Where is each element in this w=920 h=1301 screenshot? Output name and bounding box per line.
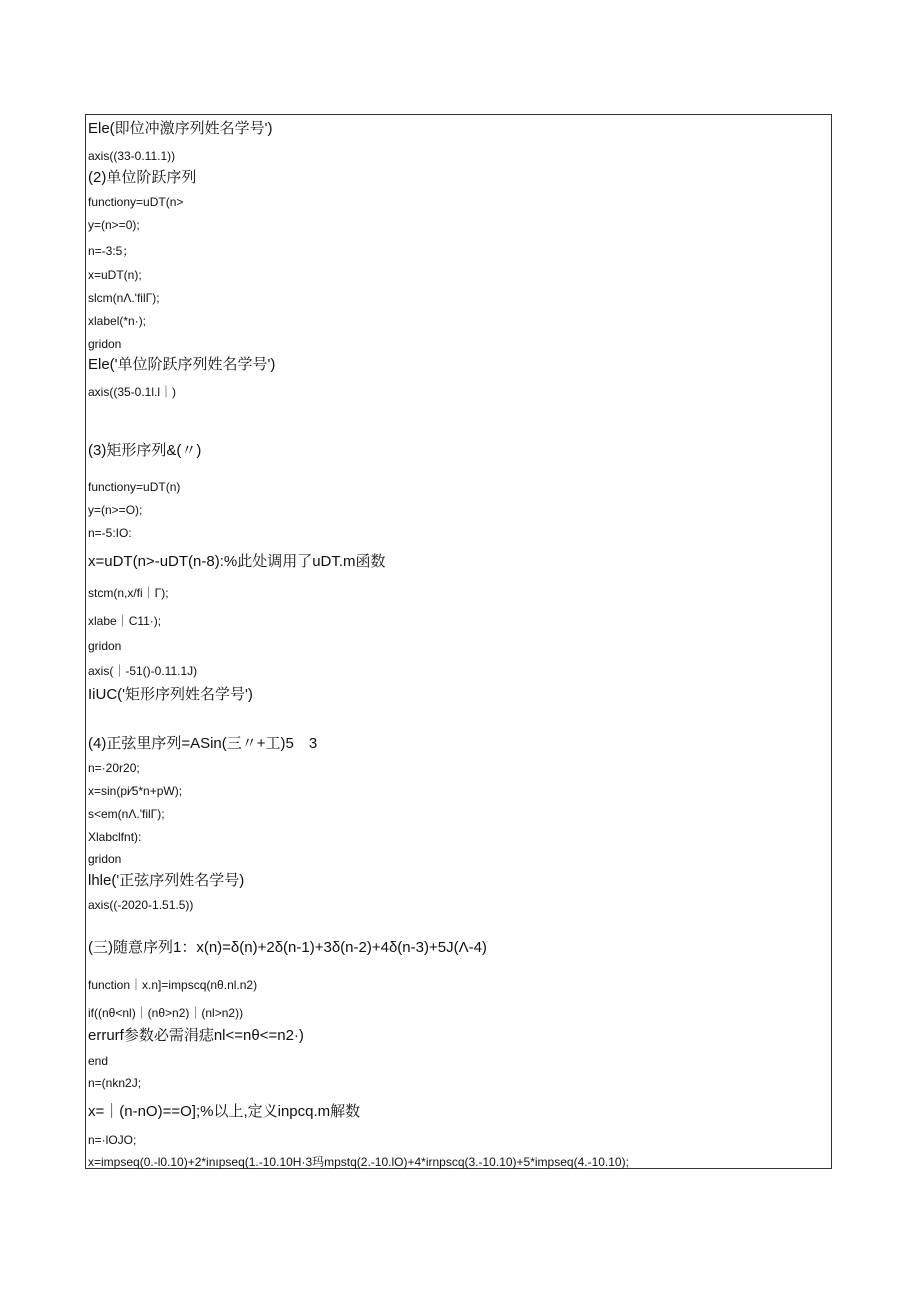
code-line: if((nθ<nl)｜(nθ>n2)｜(nl>n2)) [88,1006,244,1020]
code-line: gridon [88,337,122,351]
code-line: x=uDT(n); [88,268,142,282]
code-line: n=-3:5； [88,244,135,258]
section-heading: (2)单位阶跃序列 [88,169,197,186]
code-line: n=·20r20; [88,761,140,775]
code-line: Xlabclfnt): [88,830,142,844]
code-line: axis((33-0.11.1)) [88,149,176,163]
code-line: functiony=uDT(n) [88,480,181,494]
code-line: xlabe｜C11·); [88,614,162,628]
code-line: stcm(n,x/fi｜Γ); [88,586,169,600]
code-line: n=-5:IO: [88,526,132,540]
code-line: lhle('正弦序列姓名学号) [88,872,245,889]
code-line: axis(｜-51()-0.11.1J) [88,664,198,678]
code-line: y=(n>=O); [88,503,143,517]
code-line: n=·lOJO; [88,1133,137,1147]
code-line: y=(n>=0); [88,218,140,232]
code-line: errurf参数必需涓痣nl<=nθ<=n2·) [88,1027,304,1044]
code-line: axis((35-0.1l.l｜) [88,385,177,399]
code-line: x=sin(pi∕5*n+pW); [88,784,183,798]
code-line: x=｜(n-nO)==O];%以上,定义inpcq.m解数 [88,1103,361,1120]
code-line: function｜x.n]=impscq(nθ.nl.n2) [88,978,258,992]
code-line: end [88,1054,109,1068]
code-line: x=impseq(0.-l0.10)+2*inıpseq(1.-10.10H·3玛mpstq(2.-10.lO)+4*irnpscq(3.-10.10)+5*impseq(4.-10.10); [88,1155,629,1169]
code-line: IiUC('矩形序列姓名学号') [88,686,253,703]
code-line: gridon [88,639,122,653]
code-line: n=(nkn2J; [88,1076,142,1090]
code-line: x=uDT(n>-uDT(n-8):%此处调用了uDT.m函数 [88,553,386,570]
code-line: slcm(nΛ.'filΓ); [88,291,160,305]
code-line: xlabel(*n·); [88,314,147,328]
code-line: axis((-2020-1.51.5)) [88,898,194,912]
section-heading: (3)矩形序列&(〃) [88,442,202,459]
code-line: functiony=uDT(n> [88,195,184,209]
section-heading: (三)随意序列1：x(n)=δ(n)+2δ(n-1)+3δ(n-2)+4δ(n-3)+5J(Λ-4) [88,939,487,956]
section-heading: (4)正弦里序列=ASin(三〃+工)5 3 [88,735,318,752]
code-line: Ele(即位冲激序列姓名学号') [88,120,273,137]
code-line: s<em(nΛ.'filΓ); [88,807,165,821]
code-line: gridon [88,852,122,866]
code-line: Ele('单位阶跃序列姓名学号') [88,356,276,373]
